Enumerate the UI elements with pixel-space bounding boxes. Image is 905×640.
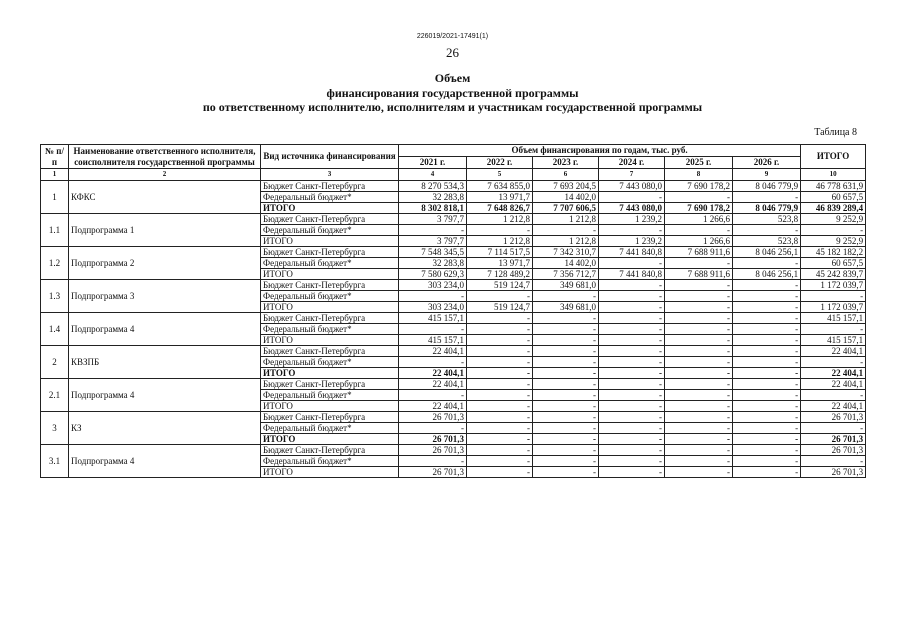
table-body bbox=[41, 181, 866, 478]
funding-source: Бюджет Санкт-Петербурга bbox=[261, 379, 399, 390]
year-value: - bbox=[733, 368, 801, 379]
funding-source: Федеральный бюджет* bbox=[261, 225, 399, 236]
year-value: 1 239,2 bbox=[599, 236, 665, 247]
year-value: - bbox=[665, 401, 733, 412]
page-number: 26 bbox=[446, 45, 459, 60]
year-value: - bbox=[599, 456, 665, 467]
year-value: - bbox=[733, 258, 801, 269]
year-value: 7 688 911,6 bbox=[665, 247, 733, 258]
row-number: 3 bbox=[41, 412, 69, 445]
executor-name: Подпрограмма 2 bbox=[69, 247, 261, 280]
table-row bbox=[41, 379, 866, 390]
funding-source: Федеральный бюджет* bbox=[261, 390, 399, 401]
funding-source: ИТОГО bbox=[261, 434, 399, 445]
executor-name: Подпрограмма 4 bbox=[69, 313, 261, 346]
funding-source: Федеральный бюджет* bbox=[261, 258, 399, 269]
year-value: - bbox=[599, 302, 665, 313]
year-value: - bbox=[665, 445, 733, 456]
year-value: - bbox=[665, 313, 733, 324]
year-value: 1 212,8 bbox=[467, 214, 533, 225]
funding-source: Федеральный бюджет* bbox=[261, 192, 399, 203]
year-value: - bbox=[733, 434, 801, 445]
year-value: - bbox=[533, 467, 599, 478]
year-value: 3 797,7 bbox=[399, 236, 467, 247]
year-value: 26 701,3 bbox=[399, 467, 467, 478]
year-value: - bbox=[733, 445, 801, 456]
total-value: - bbox=[801, 225, 866, 236]
year-value: - bbox=[599, 357, 665, 368]
year-value: - bbox=[733, 225, 801, 236]
total-value: 45 242 839,7 bbox=[801, 269, 866, 280]
year-value: - bbox=[733, 313, 801, 324]
total-value: 9 252,9 bbox=[801, 236, 866, 247]
total-value: - bbox=[801, 390, 866, 401]
year-value: - bbox=[533, 445, 599, 456]
year-value: 7 707 606,5 bbox=[533, 203, 599, 214]
total-value: 9 252,9 bbox=[801, 214, 866, 225]
year-value: 349 681,0 bbox=[533, 280, 599, 291]
executor-name: Подпрограмма 4 bbox=[69, 379, 261, 412]
year-value: - bbox=[533, 456, 599, 467]
year-value: 7 443 080,0 bbox=[599, 181, 665, 192]
funding-source: ИТОГО bbox=[261, 203, 399, 214]
year-value: - bbox=[733, 412, 801, 423]
year-value: - bbox=[599, 324, 665, 335]
year-value: 7 580 629,3 bbox=[399, 269, 467, 280]
year-value: 7 441 840,8 bbox=[599, 247, 665, 258]
year-value: 8 046 256,1 bbox=[733, 247, 801, 258]
row-number: 1.4 bbox=[41, 313, 69, 346]
funding-source: Федеральный бюджет* bbox=[261, 291, 399, 302]
table-row bbox=[41, 181, 866, 192]
total-value: 46 778 631,9 bbox=[801, 181, 866, 192]
year-value: 7 443 080,0 bbox=[599, 203, 665, 214]
total-value: 1 172 039,7 bbox=[801, 280, 866, 291]
table-row bbox=[41, 412, 866, 423]
year-value: - bbox=[533, 401, 599, 412]
header-total: ИТОГО bbox=[801, 145, 866, 169]
year-value: - bbox=[533, 357, 599, 368]
column-index: 5 bbox=[467, 169, 533, 181]
year-value: - bbox=[467, 379, 533, 390]
total-value: 415 157,1 bbox=[801, 313, 866, 324]
year-value: - bbox=[599, 434, 665, 445]
year-value: 1 239,2 bbox=[599, 214, 665, 225]
year-value: - bbox=[533, 379, 599, 390]
header-year: 2021 г. bbox=[399, 157, 467, 169]
year-value: - bbox=[665, 280, 733, 291]
funding-source: Бюджет Санкт-Петербурга bbox=[261, 346, 399, 357]
year-value: - bbox=[665, 324, 733, 335]
header-row bbox=[41, 145, 866, 157]
year-value: 13 971,7 bbox=[467, 192, 533, 203]
year-value: 3 797,7 bbox=[399, 214, 467, 225]
year-value: - bbox=[599, 291, 665, 302]
year-value: - bbox=[533, 434, 599, 445]
year-value: 22 404,1 bbox=[399, 368, 467, 379]
year-value: - bbox=[467, 412, 533, 423]
header-year: 2025 г. bbox=[665, 157, 733, 169]
funding-source: Бюджет Санкт-Петербурга bbox=[261, 181, 399, 192]
table-row bbox=[41, 313, 866, 324]
header-year: 2024 г. bbox=[599, 157, 665, 169]
funding-source: ИТОГО bbox=[261, 269, 399, 280]
column-index: 7 bbox=[599, 169, 665, 181]
table-row bbox=[41, 214, 866, 225]
funding-source: ИТОГО bbox=[261, 302, 399, 313]
year-value: 8 302 818,1 bbox=[399, 203, 467, 214]
year-value: - bbox=[533, 335, 599, 346]
table-row bbox=[41, 280, 866, 291]
year-value: - bbox=[665, 225, 733, 236]
year-value: 22 404,1 bbox=[399, 379, 467, 390]
year-value: 26 701,3 bbox=[399, 434, 467, 445]
year-value: - bbox=[533, 313, 599, 324]
year-value: 7 693 204,5 bbox=[533, 181, 599, 192]
year-value: - bbox=[533, 346, 599, 357]
year-value: - bbox=[665, 291, 733, 302]
year-value: 519 124,7 bbox=[467, 280, 533, 291]
year-value: - bbox=[467, 467, 533, 478]
year-value: - bbox=[399, 225, 467, 236]
executor-name: Подпрограмма 4 bbox=[69, 445, 261, 478]
year-value: - bbox=[533, 368, 599, 379]
funding-source: Бюджет Санкт-Петербурга bbox=[261, 445, 399, 456]
year-value: - bbox=[599, 412, 665, 423]
year-value: - bbox=[599, 390, 665, 401]
column-index: 4 bbox=[399, 169, 467, 181]
year-value: 13 971,7 bbox=[467, 258, 533, 269]
year-value: 7 688 911,6 bbox=[665, 269, 733, 280]
total-value: 26 701,3 bbox=[801, 467, 866, 478]
column-index: 1 bbox=[41, 169, 69, 181]
year-value: 8 270 534,3 bbox=[399, 181, 467, 192]
year-value: - bbox=[733, 302, 801, 313]
row-number: 1.1 bbox=[41, 214, 69, 247]
year-value: - bbox=[733, 324, 801, 335]
year-value: - bbox=[467, 335, 533, 346]
year-value: - bbox=[467, 313, 533, 324]
year-value: - bbox=[599, 280, 665, 291]
year-value: - bbox=[665, 357, 733, 368]
year-value: - bbox=[599, 423, 665, 434]
funding-source: Бюджет Санкт-Петербурга bbox=[261, 280, 399, 291]
year-value: 7 690 178,2 bbox=[665, 203, 733, 214]
total-value: 1 172 039,7 bbox=[801, 302, 866, 313]
funding-source: Бюджет Санкт-Петербурга bbox=[261, 412, 399, 423]
year-value: - bbox=[533, 225, 599, 236]
row-number: 3.1 bbox=[41, 445, 69, 478]
year-value: 8 046 256,1 bbox=[733, 269, 801, 280]
year-value: - bbox=[733, 280, 801, 291]
year-value: - bbox=[467, 225, 533, 236]
total-value: 26 701,3 bbox=[801, 445, 866, 456]
year-value: 1 212,8 bbox=[467, 236, 533, 247]
year-value: - bbox=[665, 346, 733, 357]
financing-table bbox=[40, 144, 866, 478]
year-value: 7 114 517,5 bbox=[467, 247, 533, 258]
row-number: 1 bbox=[41, 181, 69, 214]
year-value: - bbox=[665, 368, 733, 379]
year-value: 415 157,1 bbox=[399, 313, 467, 324]
year-value: 32 283,8 bbox=[399, 192, 467, 203]
year-value: - bbox=[599, 225, 665, 236]
year-value: - bbox=[665, 434, 733, 445]
table-row bbox=[41, 445, 866, 456]
table-row bbox=[41, 346, 866, 357]
year-value: - bbox=[599, 313, 665, 324]
year-value: - bbox=[599, 445, 665, 456]
year-value: - bbox=[399, 357, 467, 368]
year-value: - bbox=[665, 412, 733, 423]
year-value: - bbox=[733, 456, 801, 467]
funding-source: Бюджет Санкт-Петербурга bbox=[261, 313, 399, 324]
year-value: 8 046 779,9 bbox=[733, 181, 801, 192]
title-line-2: финансирования государственной программы bbox=[326, 86, 579, 100]
total-value: - bbox=[801, 291, 866, 302]
funding-source: Федеральный бюджет* bbox=[261, 456, 399, 467]
year-value: - bbox=[399, 456, 467, 467]
year-value: - bbox=[733, 423, 801, 434]
funding-source: ИТОГО bbox=[261, 401, 399, 412]
year-value: - bbox=[733, 192, 801, 203]
year-value: - bbox=[467, 445, 533, 456]
year-value: - bbox=[665, 456, 733, 467]
year-value: - bbox=[599, 192, 665, 203]
year-value: - bbox=[599, 467, 665, 478]
year-value: 7 634 855,0 bbox=[467, 181, 533, 192]
document-id: 226019/2021-17491(1) bbox=[416, 33, 489, 40]
year-value: - bbox=[467, 434, 533, 445]
total-value: 22 404,1 bbox=[801, 368, 866, 379]
year-value: 523,8 bbox=[733, 236, 801, 247]
year-value: 26 701,3 bbox=[399, 412, 467, 423]
year-value: 14 402,0 bbox=[533, 258, 599, 269]
header-year: 2026 г. bbox=[733, 157, 801, 169]
year-value: 7 128 489,2 bbox=[467, 269, 533, 280]
year-value: - bbox=[665, 467, 733, 478]
year-value: 519 124,7 bbox=[467, 302, 533, 313]
year-value: - bbox=[733, 335, 801, 346]
title-line-1: Объем bbox=[434, 71, 471, 85]
executor-name: КВЗПБ bbox=[69, 346, 261, 379]
year-value: - bbox=[467, 357, 533, 368]
year-value: - bbox=[533, 390, 599, 401]
header-year: 2022 г. bbox=[467, 157, 533, 169]
table-row bbox=[41, 247, 866, 258]
funding-source: ИТОГО bbox=[261, 335, 399, 346]
year-value: 32 283,8 bbox=[399, 258, 467, 269]
year-value: - bbox=[665, 302, 733, 313]
total-value: 26 701,3 bbox=[801, 412, 866, 423]
year-value: - bbox=[467, 456, 533, 467]
executor-name: КЗ bbox=[69, 412, 261, 445]
column-index: 8 bbox=[665, 169, 733, 181]
year-value: - bbox=[599, 258, 665, 269]
year-value: 26 701,3 bbox=[399, 445, 467, 456]
row-number: 1.2 bbox=[41, 247, 69, 280]
total-value: 60 657,5 bbox=[801, 258, 866, 269]
year-value: 22 404,1 bbox=[399, 401, 467, 412]
year-value: - bbox=[599, 335, 665, 346]
year-value: - bbox=[665, 258, 733, 269]
funding-source: Бюджет Санкт-Петербурга bbox=[261, 247, 399, 258]
year-value: - bbox=[467, 390, 533, 401]
year-value: 7 356 712,7 bbox=[533, 269, 599, 280]
year-value: 22 404,1 bbox=[399, 346, 467, 357]
year-value: - bbox=[467, 346, 533, 357]
year-value: 349 681,0 bbox=[533, 302, 599, 313]
year-value: - bbox=[665, 192, 733, 203]
year-value: 1 212,8 bbox=[533, 236, 599, 247]
row-number: 1.3 bbox=[41, 280, 69, 313]
year-value: 1 266,6 bbox=[665, 214, 733, 225]
row-number: 2 bbox=[41, 346, 69, 379]
header-volume: Объем финансирования по годам, тыс. руб. bbox=[399, 145, 801, 157]
year-value: 7 548 345,5 bbox=[399, 247, 467, 258]
year-value: 1 212,8 bbox=[533, 214, 599, 225]
total-value: - bbox=[801, 423, 866, 434]
year-value: - bbox=[665, 335, 733, 346]
title-line-3: по ответственному исполнителю, исполнителям и участникам государственной программы bbox=[202, 100, 703, 114]
year-value: 415 157,1 bbox=[399, 335, 467, 346]
funding-source: Бюджет Санкт-Петербурга bbox=[261, 214, 399, 225]
year-value: - bbox=[733, 357, 801, 368]
total-value: - bbox=[801, 324, 866, 335]
year-value: 1 266,6 bbox=[665, 236, 733, 247]
executor-name: Подпрограмма 1 bbox=[69, 214, 261, 247]
year-value: 8 046 779,9 bbox=[733, 203, 801, 214]
column-index-row bbox=[41, 169, 866, 181]
year-value: - bbox=[665, 390, 733, 401]
funding-source: Федеральный бюджет* bbox=[261, 423, 399, 434]
year-value: 7 342 310,7 bbox=[533, 247, 599, 258]
funding-source: ИТОГО bbox=[261, 236, 399, 247]
funding-source: Федеральный бюджет* bbox=[261, 357, 399, 368]
year-value: - bbox=[733, 346, 801, 357]
funding-source: Федеральный бюджет* bbox=[261, 324, 399, 335]
year-value: - bbox=[467, 368, 533, 379]
year-value: - bbox=[733, 379, 801, 390]
header-source: Вид источника финансирования bbox=[261, 145, 399, 169]
year-value: 523,8 bbox=[733, 214, 801, 225]
year-value: - bbox=[399, 390, 467, 401]
total-value: 22 404,1 bbox=[801, 346, 866, 357]
year-value: 7 648 826,7 bbox=[467, 203, 533, 214]
year-value: - bbox=[467, 423, 533, 434]
total-value: 415 157,1 bbox=[801, 335, 866, 346]
year-value: - bbox=[599, 401, 665, 412]
header-name: Наименование ответственного исполнителя, соисполнителя государственной программы bbox=[69, 145, 261, 169]
year-value: - bbox=[399, 324, 467, 335]
column-index: 2 bbox=[69, 169, 261, 181]
year-value: - bbox=[467, 324, 533, 335]
year-value: - bbox=[533, 423, 599, 434]
year-value: - bbox=[733, 401, 801, 412]
total-value: 46 839 289,4 bbox=[801, 203, 866, 214]
total-value: - bbox=[801, 357, 866, 368]
column-index: 6 bbox=[533, 169, 599, 181]
year-value: 7 690 178,2 bbox=[665, 181, 733, 192]
executor-name: КФКС bbox=[69, 181, 261, 214]
total-value: 22 404,1 bbox=[801, 401, 866, 412]
total-value: 22 404,1 bbox=[801, 379, 866, 390]
year-value: - bbox=[665, 423, 733, 434]
total-value: 60 657,5 bbox=[801, 192, 866, 203]
column-index: 3 bbox=[261, 169, 399, 181]
executor-name: Подпрограмма 3 bbox=[69, 280, 261, 313]
year-value: - bbox=[399, 291, 467, 302]
year-value: 7 441 840,8 bbox=[599, 269, 665, 280]
year-value: - bbox=[533, 291, 599, 302]
year-value: 14 402,0 bbox=[533, 192, 599, 203]
year-value: - bbox=[599, 368, 665, 379]
total-value: 45 182 182,2 bbox=[801, 247, 866, 258]
year-value: 303 234,0 bbox=[399, 302, 467, 313]
total-value: 26 701,3 bbox=[801, 434, 866, 445]
table-label: Таблица 8 bbox=[814, 127, 857, 138]
funding-source: ИТОГО bbox=[261, 368, 399, 379]
year-value: 303 234,0 bbox=[399, 280, 467, 291]
year-value: - bbox=[733, 467, 801, 478]
column-index: 10 bbox=[801, 169, 866, 181]
year-value: - bbox=[665, 379, 733, 390]
row-number: 2.1 bbox=[41, 379, 69, 412]
year-value: - bbox=[467, 401, 533, 412]
year-value: - bbox=[733, 291, 801, 302]
column-index: 9 bbox=[733, 169, 801, 181]
year-value: - bbox=[599, 379, 665, 390]
header-num: № п/п bbox=[41, 145, 69, 169]
funding-source: ИТОГО bbox=[261, 467, 399, 478]
year-value: - bbox=[533, 412, 599, 423]
year-value: - bbox=[533, 324, 599, 335]
total-value: - bbox=[801, 456, 866, 467]
year-value: - bbox=[599, 346, 665, 357]
year-value: - bbox=[399, 423, 467, 434]
year-value: - bbox=[733, 390, 801, 401]
year-value: - bbox=[467, 291, 533, 302]
header-year: 2023 г. bbox=[533, 157, 599, 169]
